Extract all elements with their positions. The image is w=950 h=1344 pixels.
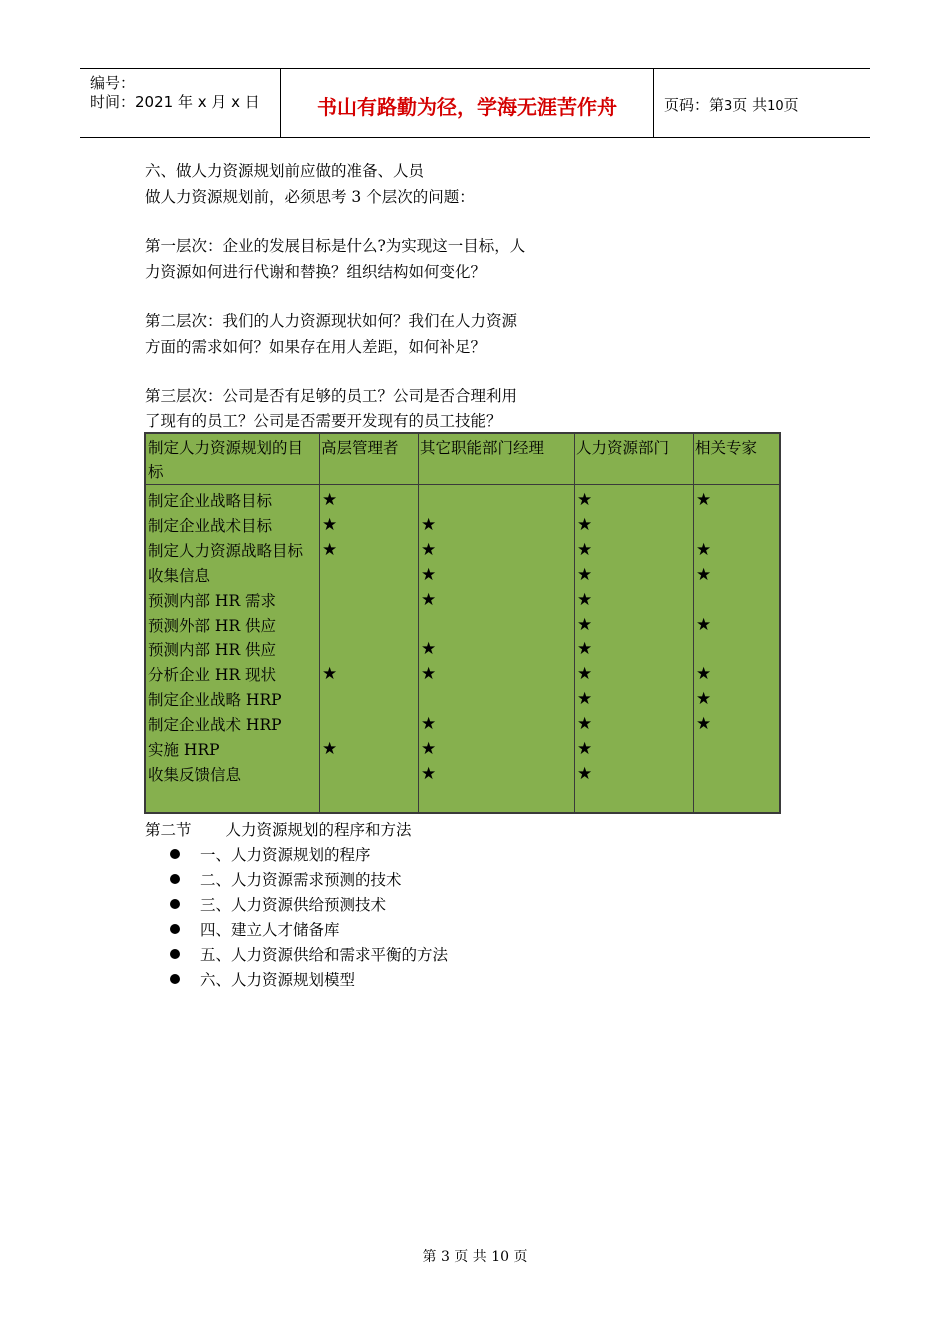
list-item: 一、人力资源规划的程序 [170, 843, 371, 865]
level1-line2: 力资源如何进行代谢和替换？组织结构如何变化？ [145, 263, 487, 281]
table-header-experts: 相关专家 [695, 439, 758, 457]
bullet-icon [170, 849, 180, 859]
star-icon: ★ [322, 739, 338, 759]
list-item: 二、人力资源需求预测的技术 [170, 868, 402, 890]
list-item: 六、人力资源规划模型 [170, 968, 355, 990]
star-icon: ★ [322, 490, 338, 510]
star-icon: ★ [421, 564, 437, 585]
header-motto-cell [281, 69, 654, 137]
page-footer: 第 3 页 共 10 页 [422, 1249, 528, 1265]
star-icon: ★ [696, 539, 712, 560]
level2-line1: 第二层次：我们的人力资源现状如何？我们在人力资源 [145, 312, 518, 330]
star-icon: ★ [322, 539, 338, 560]
section-title: 第二节 人力资源规划的程序和方法 [145, 821, 412, 839]
star-icon: ★ [577, 490, 593, 510]
star-icon: ★ [421, 514, 437, 535]
table-header-goal: 制定人力资源规划的目标 [148, 439, 304, 481]
star-icon: ★ [421, 714, 437, 735]
list-item: 五、人力资源供给和需求平衡的方法 [170, 943, 448, 965]
star-icon: ★ [322, 514, 338, 535]
table-row-label: 制定企业战术目标 [148, 516, 273, 535]
page-indicator: 页码：第3页 共10页 [664, 96, 799, 114]
list-item: 三、人力资源供给预测技术 [170, 893, 386, 915]
table-row-label: 收集反馈信息 [148, 765, 242, 784]
star-icon: ★ [696, 490, 712, 510]
star-icon: ★ [577, 714, 593, 735]
star-icon: ★ [577, 514, 593, 535]
table-row-label: 预测外部 HR 供应 [148, 616, 277, 635]
section-heading: 六、做人力资源规划前应做的准备、人员 [145, 162, 425, 180]
table-column-divider [418, 434, 419, 812]
star-icon: ★ [577, 589, 593, 610]
responsibility-table [144, 432, 781, 814]
table-row-label: 制定企业战术 HRP [148, 716, 282, 735]
star-icon: ★ [421, 589, 437, 610]
star-icon: ★ [577, 639, 593, 660]
star-icon: ★ [696, 714, 712, 735]
star-icon: ★ [421, 639, 437, 660]
star-icon: ★ [577, 664, 593, 685]
table-row-label: 预测内部 HR 需求 [148, 591, 277, 610]
bullet-icon [170, 949, 180, 959]
table-column-divider [693, 434, 694, 812]
star-icon: ★ [696, 614, 712, 635]
table-header-hr-dept: 人力资源部门 [576, 439, 670, 457]
table-header-dept-managers: 其它职能部门经理 [420, 439, 545, 457]
table-column-divider [574, 434, 575, 812]
header-page-cell [654, 69, 870, 137]
level1-line1: 第一层次：企业的发展目标是什么?为实现这一目标，人 [145, 237, 526, 255]
star-icon: ★ [322, 664, 338, 685]
star-icon: ★ [577, 689, 593, 710]
motto: 书山有路勤为径，学海无涯苦作舟 [317, 95, 617, 119]
level3-line2: 了现有的员工？公司是否需要开发现有的员工技能？ [145, 412, 502, 430]
table-row-label: 制定企业战略目标 [148, 492, 273, 510]
bullet-icon [170, 899, 180, 909]
bullet-icon [170, 874, 180, 884]
star-icon: ★ [696, 689, 712, 710]
table-header-divider [146, 484, 779, 485]
table-header-executives: 高层管理者 [321, 439, 399, 457]
bullet-icon [170, 924, 180, 934]
star-icon: ★ [577, 564, 593, 585]
star-icon: ★ [577, 614, 593, 635]
date-label: 时间：2021 年 x 月 x 日 [90, 93, 260, 111]
star-icon: ★ [421, 763, 437, 784]
star-icon: ★ [696, 664, 712, 685]
star-icon: ★ [577, 763, 593, 784]
level2-line2: 方面的需求如何？如果存在用人差距，如何补足？ [145, 338, 487, 356]
header-info-cell [80, 69, 281, 137]
star-icon: ★ [577, 739, 593, 759]
star-icon: ★ [421, 739, 437, 759]
number-label: 编号： [90, 74, 136, 92]
list-item: 四、建立人才储备库 [170, 918, 340, 940]
star-icon: ★ [421, 539, 437, 560]
star-icon: ★ [577, 539, 593, 560]
table-row-label: 分析企业 HR 现状 [148, 666, 277, 685]
star-icon: ★ [696, 564, 712, 585]
table-row-label: 实施 HRP [148, 741, 220, 759]
table-column-divider [319, 434, 320, 812]
level3-line1: 第三层次：公司是否有足够的员工？公司是否合理利用 [145, 387, 518, 405]
table-row-label: 制定人力资源战略目标 [148, 541, 304, 560]
star-icon: ★ [421, 664, 437, 685]
table-row-label: 制定企业战略 HRP [148, 691, 282, 710]
bullet-icon [170, 974, 180, 984]
page-header [80, 68, 870, 138]
intro-text: 做人力资源规划前，必须思考 3 个层次的问题： [145, 188, 475, 206]
table-row-label: 收集信息 [148, 566, 211, 585]
table-row-label: 预测内部 HR 供应 [148, 641, 277, 660]
